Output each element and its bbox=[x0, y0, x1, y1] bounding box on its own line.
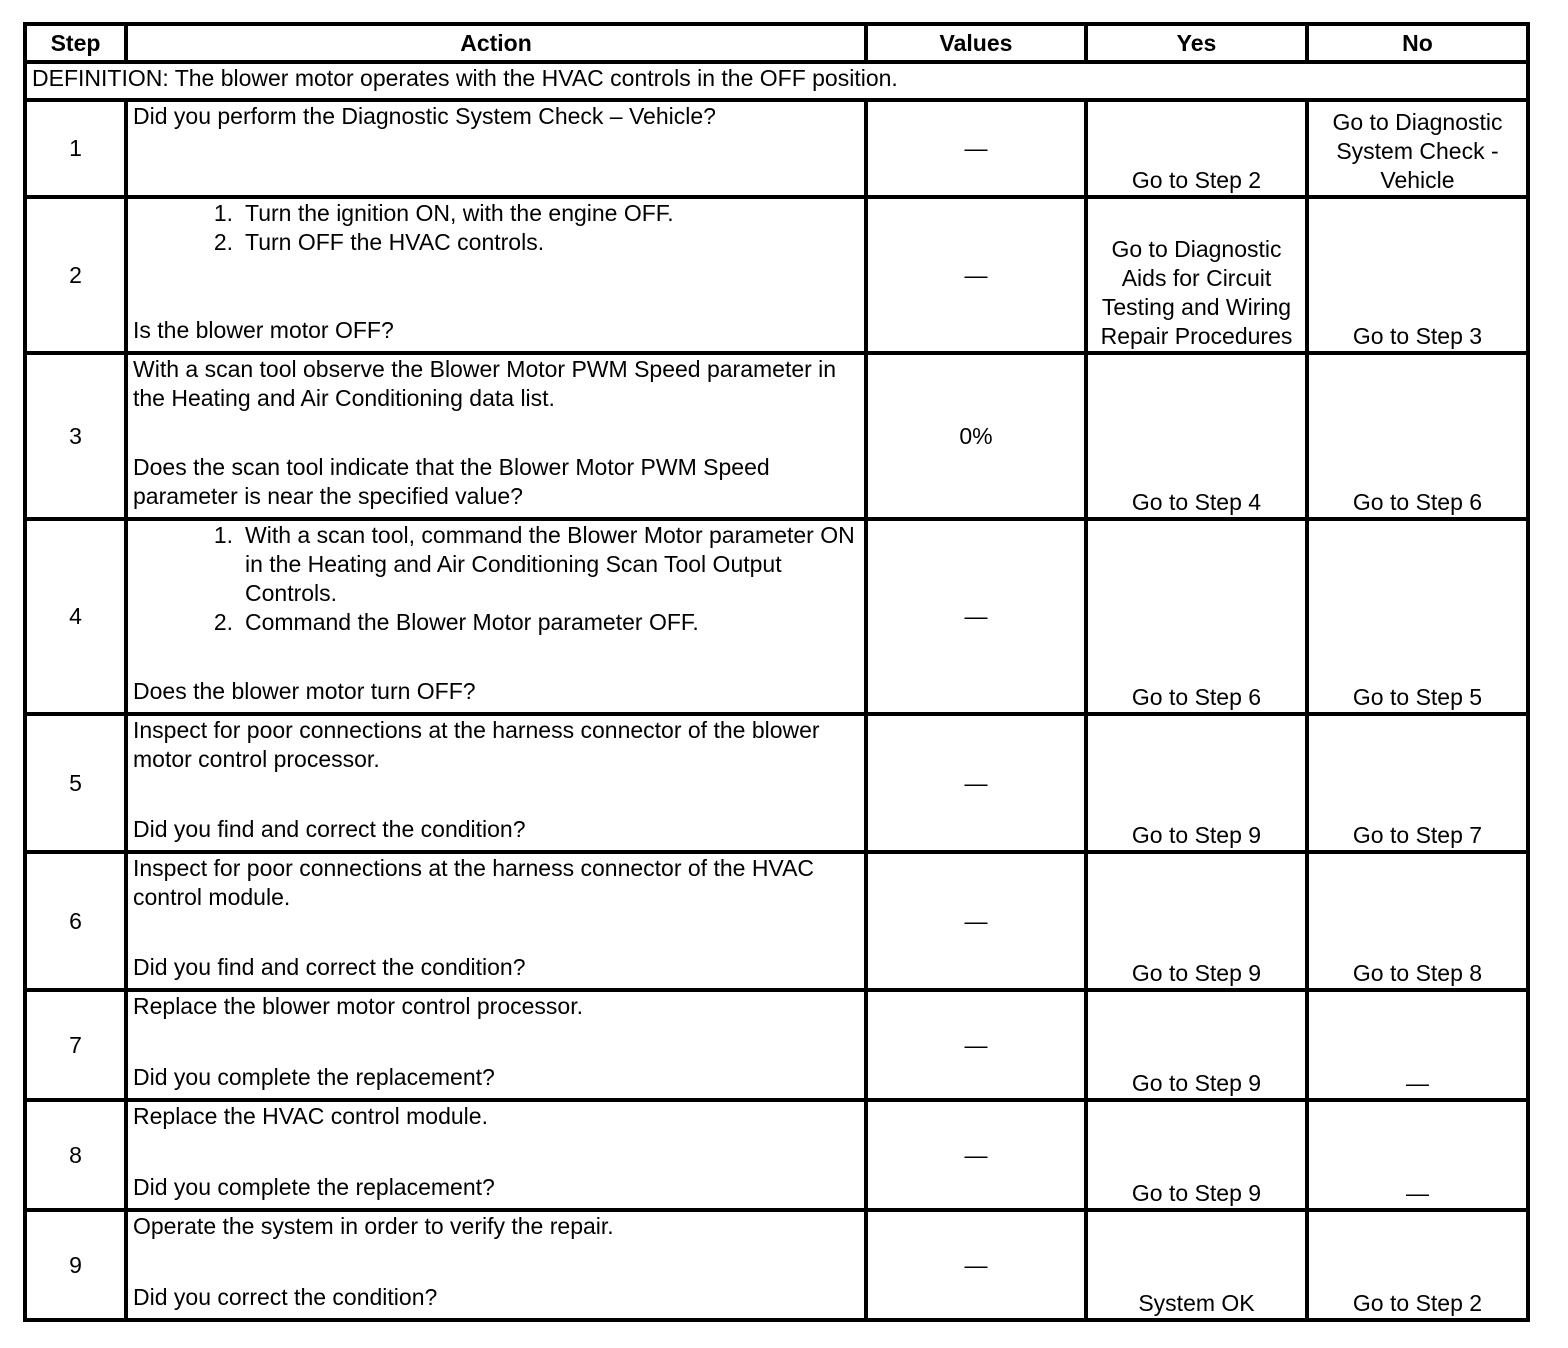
values-cell: — bbox=[866, 1210, 1086, 1320]
yes-cell: Go to Diagnostic Aids for Circuit Testing and Wiring Repair Procedures bbox=[1086, 197, 1307, 353]
no-cell: Go to Step 2 bbox=[1307, 1210, 1528, 1320]
table-row bbox=[25, 100, 1528, 197]
no-cell: Go to Step 7 bbox=[1307, 714, 1528, 852]
action-step-item: 2. Turn OFF the HVAC controls. bbox=[233, 228, 859, 257]
no-cell: Go to Step 8 bbox=[1307, 852, 1528, 990]
step-number: 5 bbox=[25, 714, 126, 852]
header-row bbox=[25, 24, 1528, 62]
table-row bbox=[25, 990, 1528, 1100]
action-content bbox=[133, 992, 859, 1094]
action-instruction: Replace the HVAC control module. bbox=[133, 1103, 488, 1129]
action-cell bbox=[126, 353, 866, 519]
action-content bbox=[133, 102, 859, 191]
action-instruction: Replace the blower motor control processor. bbox=[133, 993, 583, 1019]
action-content bbox=[133, 199, 859, 347]
yes-cell: Go to Step 4 bbox=[1086, 353, 1307, 519]
yes-cell: Go to Step 9 bbox=[1086, 990, 1307, 1100]
yes-cell: System OK bbox=[1086, 1210, 1307, 1320]
action-question: Does the blower motor turn OFF? bbox=[133, 678, 476, 704]
action-content bbox=[133, 716, 859, 846]
action-instruction: Inspect for poor connections at the harness connector of the HVAC control module. bbox=[133, 855, 815, 910]
action-instruction: Inspect for poor connections at the harness connector of the blower motor control processor. bbox=[133, 717, 820, 772]
action-instruction: With a scan tool observe the Blower Motor PWM Speed parameter in the Heating and Air Conditioning data list. bbox=[133, 356, 837, 411]
action-cell bbox=[126, 100, 866, 197]
action-question: Does the scan tool indicate that the Blower Motor PWM Speed parameter is near the specified value? bbox=[133, 454, 770, 509]
yes-cell: Go to Step 6 bbox=[1086, 519, 1307, 714]
step-number: 1 bbox=[25, 100, 126, 197]
no-cell: Go to Step 3 bbox=[1307, 197, 1528, 353]
table-row bbox=[25, 1100, 1528, 1210]
action-cell bbox=[126, 852, 866, 990]
step-number: 7 bbox=[25, 990, 126, 1100]
header-no: No bbox=[1307, 24, 1528, 62]
no-cell: Go to Step 6 bbox=[1307, 353, 1528, 519]
action-step-item: 1. Turn the ignition ON, with the engine OFF. bbox=[233, 199, 859, 228]
action-content bbox=[133, 1102, 859, 1204]
action-cell bbox=[126, 714, 866, 852]
action-instruction: Operate the system in order to verify the repair. bbox=[133, 1213, 614, 1239]
action-cell bbox=[126, 990, 866, 1100]
action-question: Did you complete the replacement? bbox=[133, 1064, 495, 1090]
definition-text: DEFINITION: The blower motor operates with the HVAC controls in the OFF position. bbox=[25, 62, 1528, 100]
action-content bbox=[133, 854, 859, 984]
table-row bbox=[25, 1210, 1528, 1320]
table-row bbox=[25, 714, 1528, 852]
action-question: Did you complete the replacement? bbox=[133, 1174, 495, 1200]
action-step-item: 2. Command the Blower Motor parameter OFF. bbox=[233, 608, 859, 637]
action-cell bbox=[126, 1100, 866, 1210]
values-cell: — bbox=[866, 990, 1086, 1100]
action-content bbox=[133, 521, 859, 708]
table-row bbox=[25, 519, 1528, 714]
action-question: Did you correct the condition? bbox=[133, 1284, 438, 1310]
no-cell: — bbox=[1307, 990, 1528, 1100]
yes-cell: Go to Step 9 bbox=[1086, 852, 1307, 990]
values-cell: — bbox=[866, 1100, 1086, 1210]
action-content bbox=[133, 355, 859, 513]
action-question: Did you find and correct the condition? bbox=[133, 954, 526, 980]
definition-row bbox=[25, 62, 1528, 100]
values-cell: — bbox=[866, 197, 1086, 353]
no-cell: Go to Step 5 bbox=[1307, 519, 1528, 714]
header-yes: Yes bbox=[1086, 24, 1307, 62]
yes-cell: Go to Step 9 bbox=[1086, 714, 1307, 852]
yes-cell: Go to Step 2 bbox=[1086, 100, 1307, 197]
step-number: 2 bbox=[25, 197, 126, 353]
action-step-item: 1. With a scan tool, command the Blower Motor parameter ON in the Heating and Air Conditioning Scan Tool Output Controls. bbox=[233, 521, 859, 608]
header-values: Values bbox=[866, 24, 1086, 62]
action-question: Did you find and correct the condition? bbox=[133, 816, 526, 842]
header-action: Action bbox=[126, 24, 866, 62]
yes-cell: Go to Step 9 bbox=[1086, 1100, 1307, 1210]
no-cell: Go to Diagnostic System Check - Vehicle bbox=[1307, 100, 1528, 197]
step-number: 8 bbox=[25, 1100, 126, 1210]
table-row bbox=[25, 197, 1528, 353]
table-row bbox=[25, 353, 1528, 519]
values-cell: — bbox=[866, 100, 1086, 197]
action-content bbox=[133, 1212, 859, 1314]
action-steps-list bbox=[133, 521, 859, 637]
action-question: Is the blower motor OFF? bbox=[133, 317, 394, 343]
values-cell: — bbox=[866, 714, 1086, 852]
action-cell bbox=[126, 1210, 866, 1320]
table-row bbox=[25, 852, 1528, 990]
action-cell bbox=[126, 197, 866, 353]
step-number: 3 bbox=[25, 353, 126, 519]
values-cell: — bbox=[866, 852, 1086, 990]
diagnostic-table bbox=[23, 22, 1530, 1322]
step-number: 6 bbox=[25, 852, 126, 990]
action-cell bbox=[126, 519, 866, 714]
step-number: 9 bbox=[25, 1210, 126, 1320]
values-cell: 0% bbox=[866, 353, 1086, 519]
action-steps-list bbox=[133, 199, 859, 257]
action-instruction: Did you perform the Diagnostic System Check – Vehicle? bbox=[133, 103, 716, 129]
step-number: 4 bbox=[25, 519, 126, 714]
values-cell: — bbox=[866, 519, 1086, 714]
header-step: Step bbox=[25, 24, 126, 62]
no-cell: — bbox=[1307, 1100, 1528, 1210]
